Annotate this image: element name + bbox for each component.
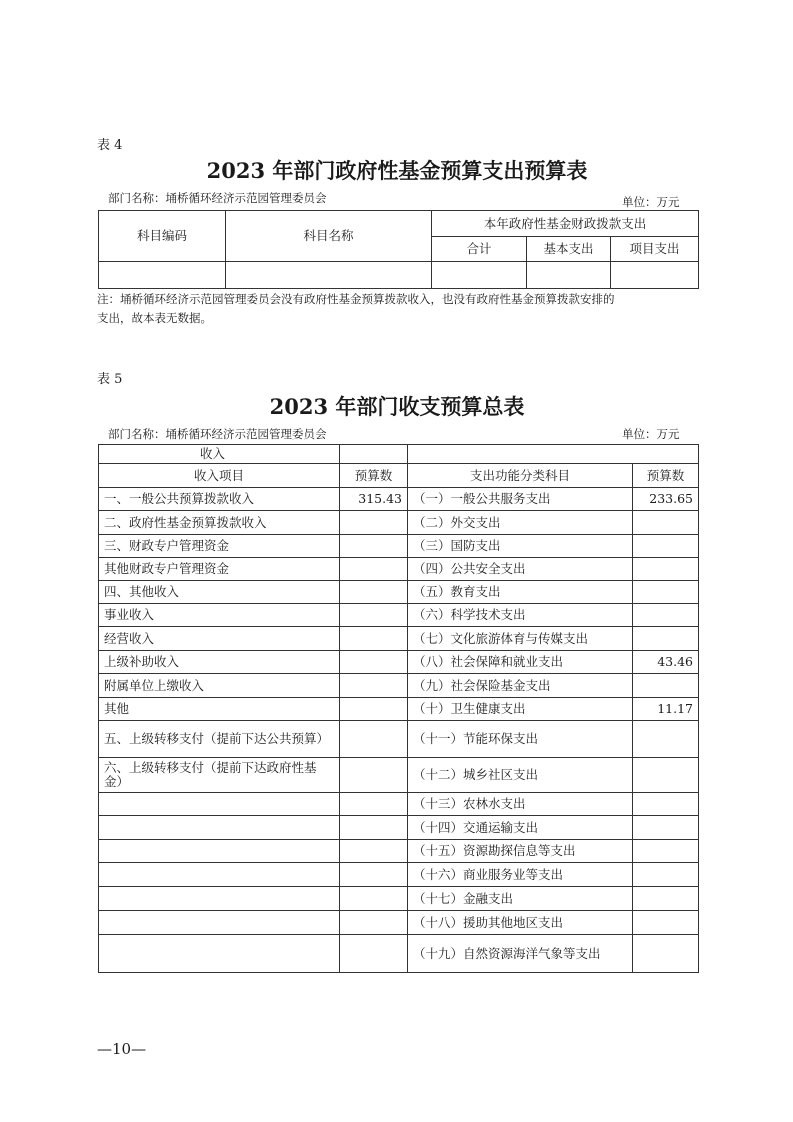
t5-expense-amount-cell	[633, 581, 699, 604]
t5-expense-cell: （四）公共安全支出	[408, 558, 633, 581]
t5-income-amount-cell	[340, 535, 408, 558]
t4-header-total: 合计	[432, 237, 527, 262]
table5-title: 2023 年部门收支预算总表	[269, 394, 525, 419]
t5-income-cell	[99, 863, 340, 887]
t5-expense-cell: （三）国防支出	[408, 535, 633, 558]
t5-income-amount-cell	[340, 911, 408, 935]
table4-label: 表 4	[97, 138, 123, 153]
table5-unit: 单位：万元	[622, 427, 680, 441]
t5-expense-amount-cell	[633, 758, 699, 793]
t5-expense-cell: （十六）商业服务业等支出	[408, 863, 633, 887]
table-row	[99, 887, 699, 911]
t5-expense-cell: （十九）自然资源海洋气象等支出	[408, 935, 633, 973]
table-row	[99, 698, 699, 721]
table-row	[99, 604, 699, 627]
t5-expense-amount-cell	[633, 911, 699, 935]
t5-income-cell: 上级补助收入	[99, 651, 340, 674]
t5-expense-cell: （九）社会保险基金支出	[408, 674, 633, 698]
t5-expense-amount-cell: 11.17	[633, 698, 699, 721]
t5-income-amount-cell	[340, 721, 408, 758]
table-row	[99, 627, 699, 651]
t5-header-income-item: 收入项目	[99, 464, 340, 488]
t5-income-amount-cell	[340, 816, 408, 840]
t5-income-amount-cell	[340, 840, 408, 863]
table-row	[99, 758, 699, 793]
table-row	[99, 721, 699, 758]
table-row	[99, 793, 699, 816]
t5-income-amount-cell	[340, 698, 408, 721]
t5-expense-amount-cell	[633, 674, 699, 698]
t5-header-income	[99, 445, 340, 464]
t5-expense-cell: （六）科学技术支出	[408, 604, 633, 627]
t5-income-amount-cell: 315.43	[340, 488, 408, 511]
t5-expense-cell: （十八）援助其他地区支出	[408, 911, 633, 935]
t5-expense-cell: （五）教育支出	[408, 581, 633, 604]
t5-expense-cell: （八）社会保障和就业支出	[408, 651, 633, 674]
table-row	[99, 535, 699, 558]
t5-income-amount-cell	[340, 863, 408, 887]
t5-expense-amount-cell	[633, 535, 699, 558]
table5-dept: 部门名称：埇桥循环经济示范园管理委员会	[108, 427, 327, 441]
t5-income-label: 收入	[200, 446, 226, 461]
table-row	[99, 935, 699, 973]
t5-income-amount-cell	[340, 581, 408, 604]
t5-income-cell: 三、财政专户管理资金	[99, 535, 340, 558]
table-row	[99, 816, 699, 840]
t4-header-project: 项目支出	[611, 237, 699, 262]
table5-grid	[98, 444, 699, 973]
note-line-1: 注：埇桥循环经济示范园管理委员会没有政府性基金预算拨款收入，也没有政府性基金预算拨款安排的	[97, 292, 615, 306]
t5-income-amount-cell	[340, 935, 408, 973]
t5-expense-cell: （十）卫生健康支出	[408, 698, 633, 721]
t5-expense-cell: （十二）城乡社区支出	[408, 758, 633, 793]
t5-header-budget-2: 预算数	[633, 464, 699, 488]
t5-income-cell: 事业收入	[99, 604, 340, 627]
t5-income-amount-cell	[340, 758, 408, 793]
t5-income-amount-cell	[340, 558, 408, 581]
t5-expense-amount-cell	[633, 558, 699, 581]
t5-income-amount-cell	[340, 651, 408, 674]
t5-income-amount-cell	[340, 627, 408, 651]
t5-income-cell: 附属单位上缴收入	[99, 674, 340, 698]
t5-income-amount-cell	[340, 511, 408, 535]
t5-expense-cell: （七）文化旅游体育与传媒支出	[408, 627, 633, 651]
t5-expense-amount-cell: 43.46	[633, 651, 699, 674]
t5-income-amount-cell	[340, 887, 408, 911]
t5-income-cell: 其他	[99, 698, 340, 721]
t5-expense-amount-cell	[633, 721, 699, 758]
t5-expense-amount-cell	[633, 863, 699, 887]
t5-income-cell: 经营收入	[99, 627, 340, 651]
table-row	[99, 488, 699, 511]
t5-income-cell	[99, 887, 340, 911]
t5-expense-cell: （二）外交支出	[408, 511, 633, 535]
table4-dept: 部门名称：埇桥循环经济示范园管理委员会	[108, 191, 327, 205]
note-line-2: 支出，故本表无数据。	[97, 311, 212, 325]
table4-title: 2023 年部门政府性基金预算支出预算表	[206, 158, 588, 183]
t5-income-cell: 六、上级转移支付（提前下达政府性基金）	[99, 758, 340, 793]
t4-header-name: 科目名称	[226, 211, 432, 262]
table4-grid	[98, 210, 699, 289]
table-row	[99, 511, 699, 535]
t5-expense-cell: （十七）金融支出	[408, 887, 633, 911]
t4-header-basic: 基本支出	[527, 237, 611, 262]
t5-expense-amount-cell	[633, 793, 699, 816]
table-row	[99, 840, 699, 863]
table-row	[99, 674, 699, 698]
t5-expense-cell: （十三）农林水支出	[408, 793, 633, 816]
table4-note	[97, 290, 615, 328]
t5-income-cell	[99, 793, 340, 816]
t5-header-budget-1: 预算数	[340, 464, 408, 488]
t5-expense-amount-cell	[633, 627, 699, 651]
t5-expense-amount-cell	[633, 511, 699, 535]
t5-income-cell	[99, 840, 340, 863]
t4-header-code: 科目编码	[99, 211, 226, 262]
t5-expense-amount-cell: 233.65	[633, 488, 699, 511]
t5-expense-amount-cell	[633, 935, 699, 973]
table-row	[99, 558, 699, 581]
t5-income-cell: 一、一般公共预算拨款收入	[99, 488, 340, 511]
t5-income-cell	[99, 935, 340, 973]
table-row	[99, 863, 699, 887]
table4-unit: 单位：万元	[622, 195, 680, 209]
t4-header-group: 本年政府性基金财政拨款支出	[432, 211, 699, 237]
table-row	[99, 911, 699, 935]
t5-income-cell: 二、政府性基金预算拨款收入	[99, 511, 340, 535]
t5-income-amount-cell	[340, 674, 408, 698]
t5-expense-cell: （一）一般公共服务支出	[408, 488, 633, 511]
t5-income-cell: 其他财政专户管理资金	[99, 558, 340, 581]
table5-label: 表 5	[97, 372, 123, 387]
t5-expense-amount-cell	[633, 604, 699, 627]
t5-income-amount-cell	[340, 793, 408, 816]
t5-income-cell	[99, 911, 340, 935]
t5-income-cell	[99, 816, 340, 840]
t5-income-amount-cell	[340, 604, 408, 627]
page-number: —10—	[97, 1040, 147, 1058]
table-row	[99, 651, 699, 674]
table-row	[99, 581, 699, 604]
t4-empty-row	[99, 262, 699, 289]
t5-expense-amount-cell	[633, 840, 699, 863]
t5-expense-cell: （十五）资源勘探信息等支出	[408, 840, 633, 863]
t5-expense-amount-cell	[633, 887, 699, 911]
t5-income-cell: 四、其他收入	[99, 581, 340, 604]
t5-header-expense-item: 支出功能分类科目	[408, 464, 633, 488]
t5-expense-cell: （十一）节能环保支出	[408, 721, 633, 758]
t5-expense-cell: （十四）交通运输支出	[408, 816, 633, 840]
t5-expense-amount-cell	[633, 816, 699, 840]
t5-income-cell: 五、上级转移支付（提前下达公共预算）	[99, 721, 340, 758]
